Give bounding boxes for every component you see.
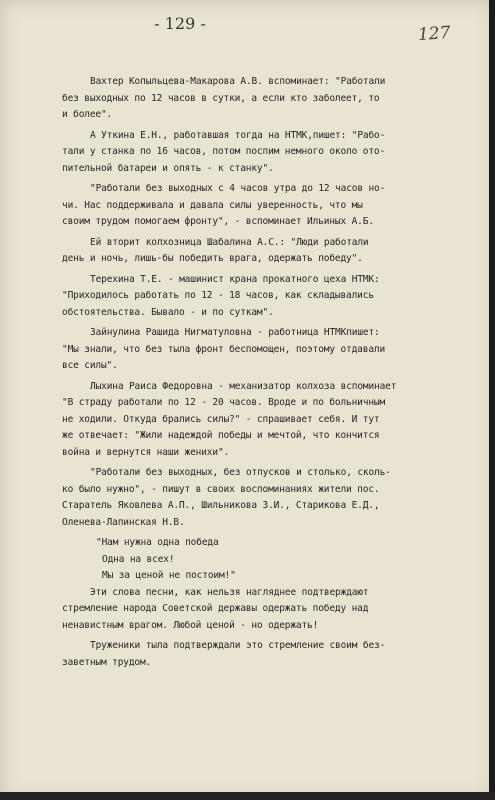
text-line: не ходили. Откуда брались силы?" - спрашивает себя. И тут	[62, 413, 380, 425]
text-line: Эти слова песни, как нельзя нагляднее подтверждают	[90, 586, 369, 598]
text-line: заветным трудом.	[62, 656, 152, 668]
text-line: ко было нужно", - пишут в своих воспоминаниях жители пос.	[62, 483, 380, 495]
text-line: же отвечает: "Жили надеждой победы и мечтой, что кончится	[62, 430, 380, 441]
paragraphs-paragraph	[62, 465, 462, 531]
text-line: война и вернутся наши женихи".	[62, 446, 230, 458]
text-line: Труженики тыла подтверждали это стремление своим без-	[90, 640, 386, 651]
text-line: ненавистным врагом. Любой ценой - но одержать!	[62, 619, 319, 631]
text-line: "В страду работали по 12 - 20 часов. Вроде и по больничным	[62, 397, 386, 408]
document-body	[62, 74, 462, 675]
page-number: - 129 -	[154, 14, 206, 33]
text-line: Оленева-Лапинская Н.В.	[62, 516, 185, 528]
paragraphs-paragraph	[62, 272, 462, 322]
closing-paragraph	[62, 585, 462, 635]
text-line: Вахтер Копыльцева-Макарова А.В. вспоминает: "Работали	[90, 76, 386, 87]
text-line: день и ночь, лишь-бы победить врага, одержать победу".	[62, 253, 363, 264]
text-line: Ей вторит колхозница Шабалина А.С.: "Люди работали	[90, 236, 369, 248]
paragraphs-paragraph	[62, 325, 462, 375]
text-line: обстоятельства. Бывало - и по суткам".	[62, 306, 274, 318]
paragraphs-paragraph	[62, 128, 462, 178]
text-line: все силы".	[62, 360, 118, 371]
poem-line: Одна на всех!	[102, 553, 175, 565]
text-line: Старатель Яковлева А.П., Шильникова З.И., Старикова Е.Д.,	[62, 500, 380, 511]
archive-number: 127	[417, 22, 452, 46]
text-line: Лыхина Раиса Федоровна - механизатор колхоза вспоминает	[90, 380, 397, 392]
text-line: пительной батареи и опять - к станку".	[62, 162, 274, 174]
text-line: "Мы знали, что без тыла фронт беспомощен, поэтому отдавали	[62, 343, 386, 355]
text-line: "Работали без выходных с 4 часов утра до 12 часов но-	[90, 183, 386, 194]
text-line: "Приходилось работать по 12 - 18 часов, как складывались	[62, 290, 374, 301]
poem-line: Мы за ценой не постоим!"	[102, 570, 236, 581]
closing-paragraph	[62, 638, 462, 671]
text-line: "Работали без выходных, без отпусков и столько, сколь-	[90, 467, 391, 478]
text-line: без выходных по 12 часов в сутки, а если кто заболеет, то	[62, 92, 380, 104]
text-line: А Уткина Е.Н., работавшая тогда на НТМК,пишет: "Рабо-	[90, 129, 386, 141]
scan-edge-bottom	[0, 792, 495, 800]
text-line: Терехина Т.Е. - машинист крана прокатного цеха НТМК:	[90, 273, 380, 285]
song-quote	[62, 535, 462, 585]
text-line: тали у станка по 16 часов, потом поспим немного около ото-	[62, 146, 386, 157]
paragraphs-paragraph	[62, 74, 462, 124]
paragraphs-paragraph	[62, 181, 462, 231]
text-line: Зайнулина Рашида Нигматуловна - работница НТМКпишет:	[90, 327, 380, 338]
scan-edge-right	[489, 0, 495, 800]
paragraphs-paragraph	[62, 379, 462, 462]
text-line: и более".	[62, 109, 113, 120]
paragraphs-paragraph	[62, 235, 462, 268]
text-line: стремление народа Советской державы одержать победу над	[62, 603, 369, 614]
text-line: своим трудом помогаем фронту", - вспоминает Ильиных А.Б.	[62, 216, 374, 227]
text-line: чи. Нас поддерживала и давала силы уверенность, что мы	[62, 199, 363, 211]
poem-line: "Нам нужна одна победа	[96, 537, 219, 548]
